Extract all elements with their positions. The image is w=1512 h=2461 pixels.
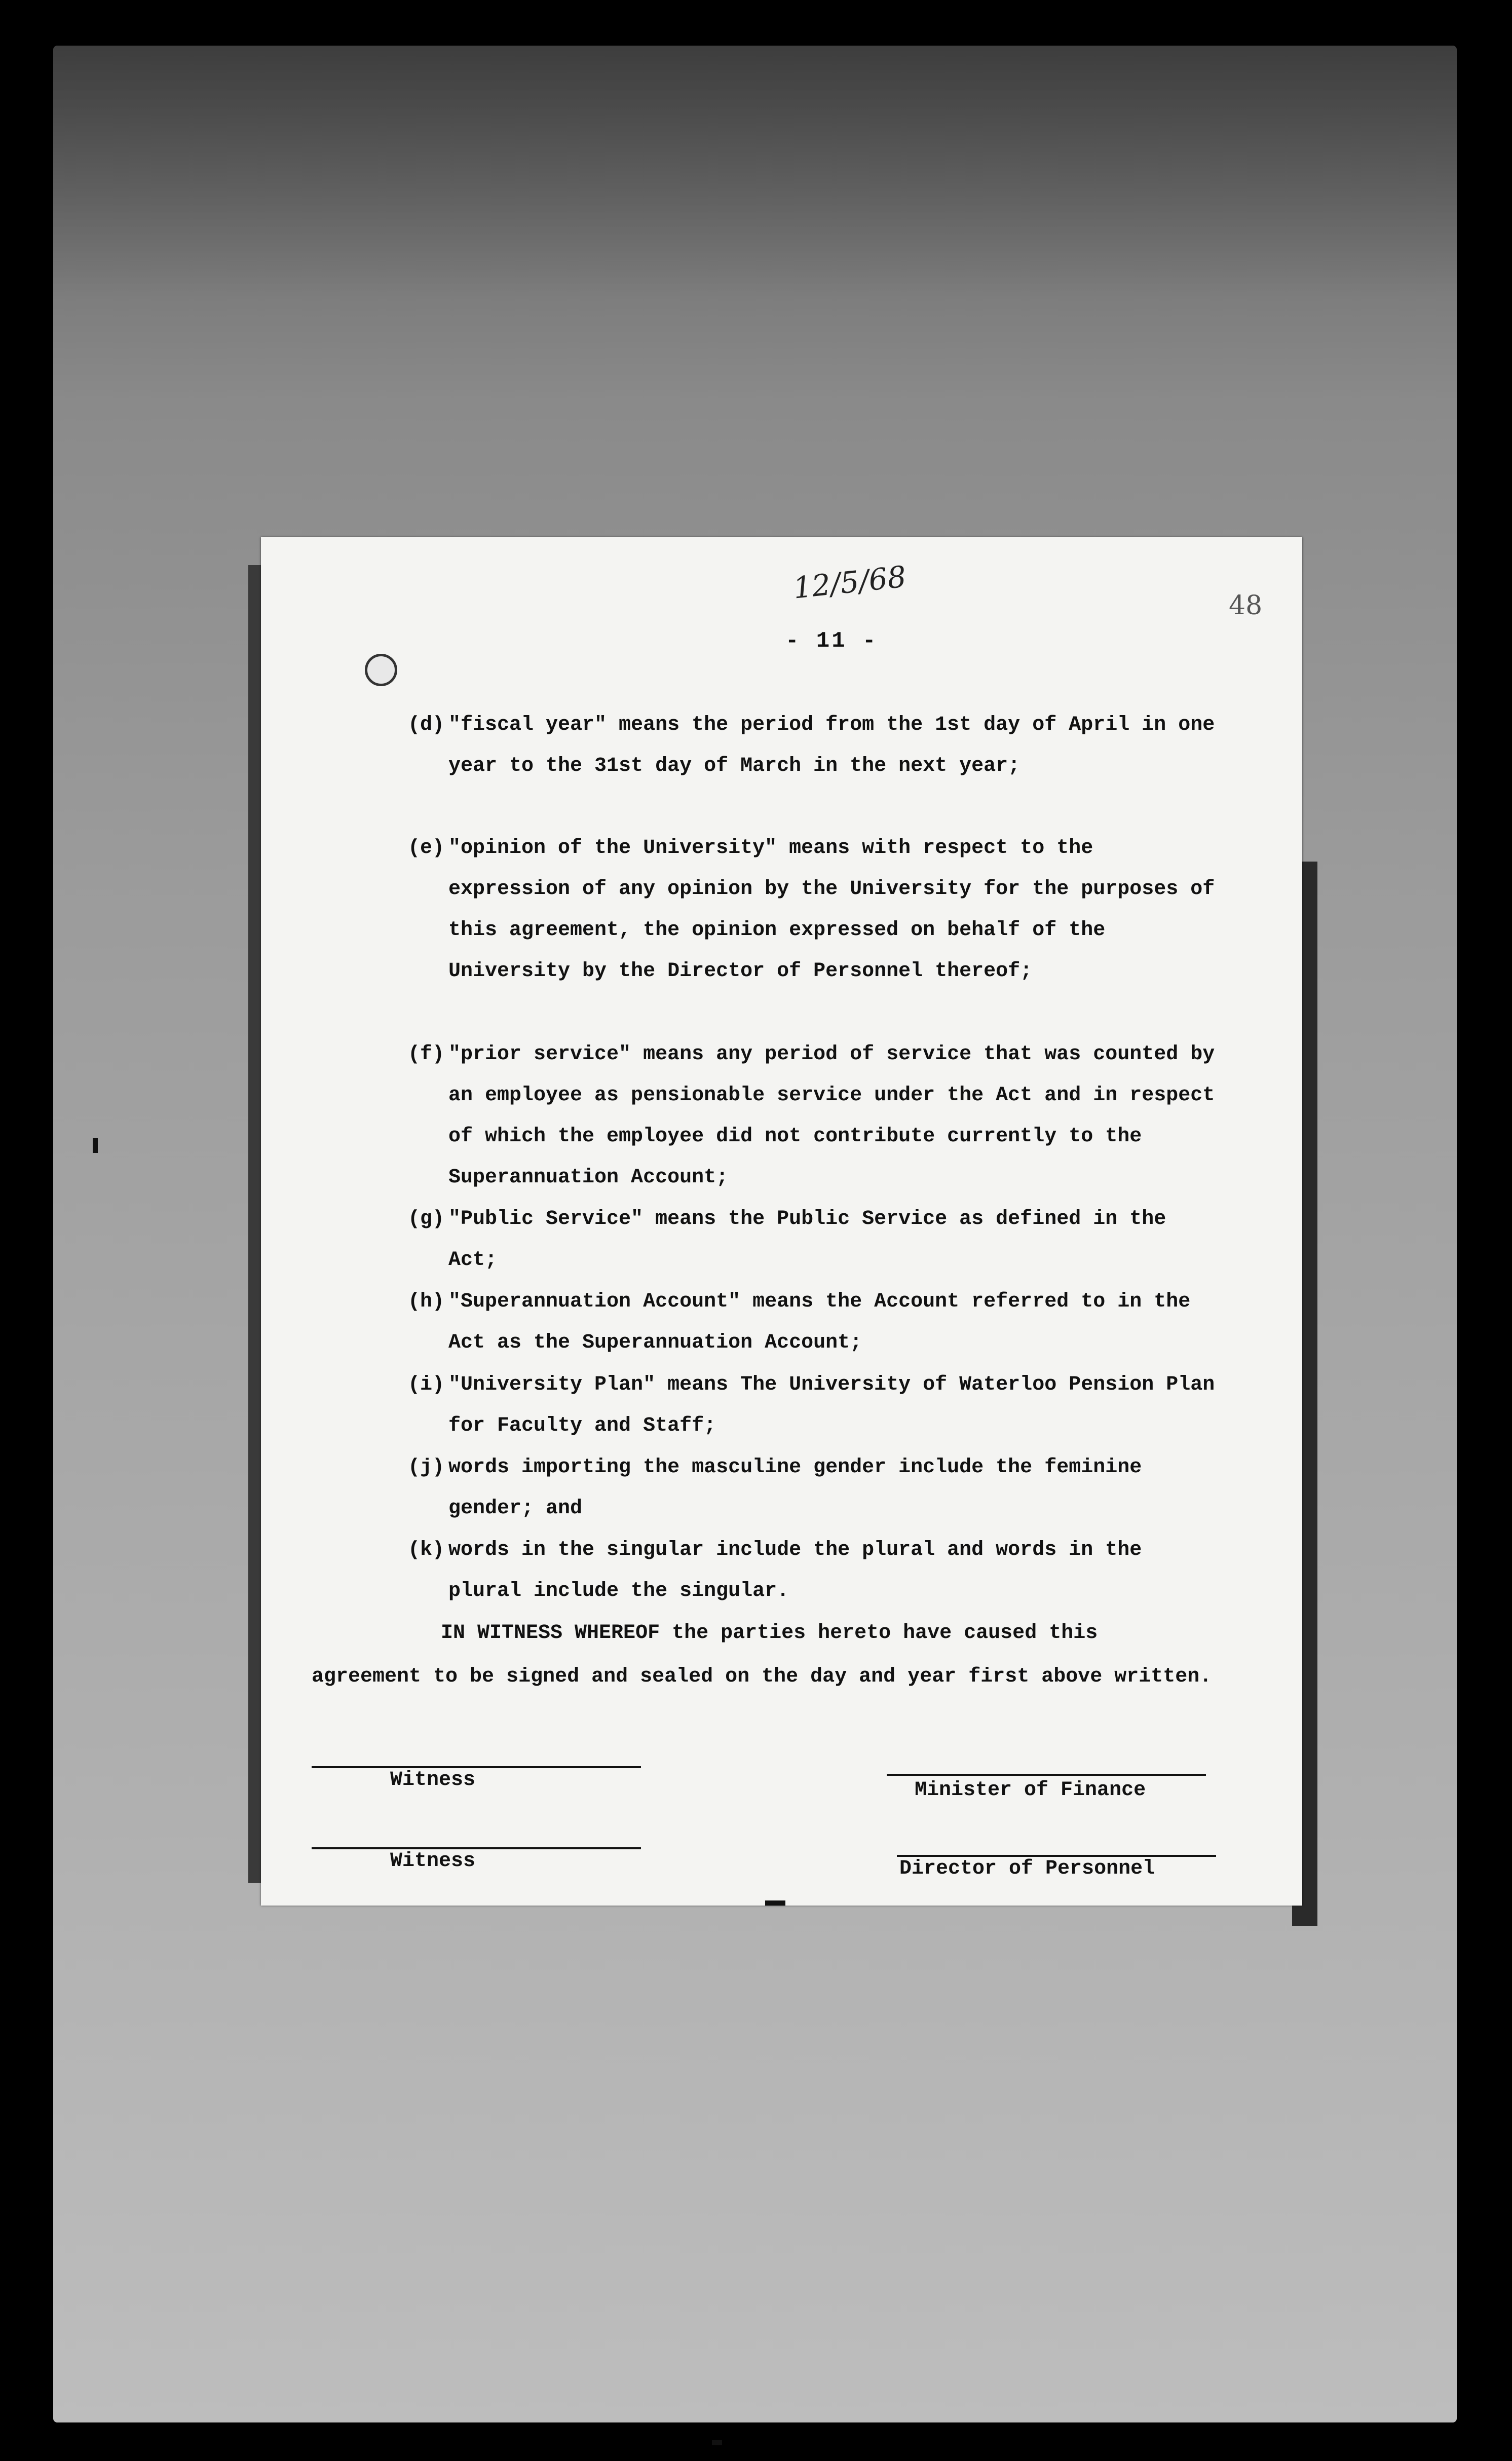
clause-d [408,704,1219,787]
frame-mark [712,2440,722,2445]
clause-label: (g) [408,1208,445,1230]
clause-text: words importing the masculine gender include the feminine gender; and [448,1456,1142,1520]
clause-text: "fiscal year" means the period from the 1st day of April in one year to the 31st day of March in the next year; [448,714,1215,777]
backing-shadow [53,46,1457,299]
clause-label: (d) [408,714,445,736]
page-number: - 11 - [785,628,878,654]
document-page [261,537,1302,1906]
clause-text: "opinion of the University" means with respect to the expression of any opinion by the University for the purposes of this agreement, the opinion expressed on behalf of the University by the Director of Personnel thereof; [448,837,1215,983]
clause-text: "Superannuation Account" means the Account referred to in the Act as the Superannuation Account; [448,1290,1191,1354]
punch-hole [365,654,397,686]
clause-k [408,1530,1219,1612]
witness-2-label: Witness [390,1850,476,1873]
clause-h [408,1281,1219,1363]
minister-line [887,1774,1206,1776]
clause-text: "University Plan" means The University of Waterloo Pension Plan for Faculty and Staff; [448,1373,1215,1437]
witness-2-line [312,1847,641,1849]
clause-g [408,1199,1219,1281]
clause-label: (i) [408,1373,445,1396]
director-line [897,1855,1216,1857]
clause-e [408,828,1219,992]
folio-number: 48 [1229,590,1263,621]
clause-label: (k) [408,1539,445,1561]
minister-label: Minister of Finance [915,1779,1146,1802]
witness-clause: IN WITNESS WHEREOF the parties hereto have caused this agreement to be signed and sealed on the day and year first above written. [312,1622,1212,1688]
clause-f [408,1034,1219,1198]
clause-i [408,1364,1219,1446]
clause-j [408,1447,1219,1529]
clause-text: "prior service" means any period of service that was counted by an employee as pensionable service under the Act and in respect of which the employee did not contribute currently to the Superannuation Account; [448,1043,1215,1189]
handwritten-date: 12/5/68 [791,559,908,606]
edge-mark [93,1138,98,1153]
witness-1-line [312,1766,641,1768]
clause-label: (f) [408,1043,445,1066]
clause-label: (e) [408,837,445,860]
clause-label: (h) [408,1290,445,1313]
witness-1-label: Witness [390,1769,476,1792]
clause-label: (j) [408,1456,445,1479]
clause-text: words in the singular include the plural and words in the plural include the singular. [448,1539,1142,1602]
staple-mark [765,1900,785,1906]
director-label: Director of Personnel [899,1857,1155,1880]
clause-text: "Public Service" means the Public Service as defined in the Act; [448,1208,1166,1272]
